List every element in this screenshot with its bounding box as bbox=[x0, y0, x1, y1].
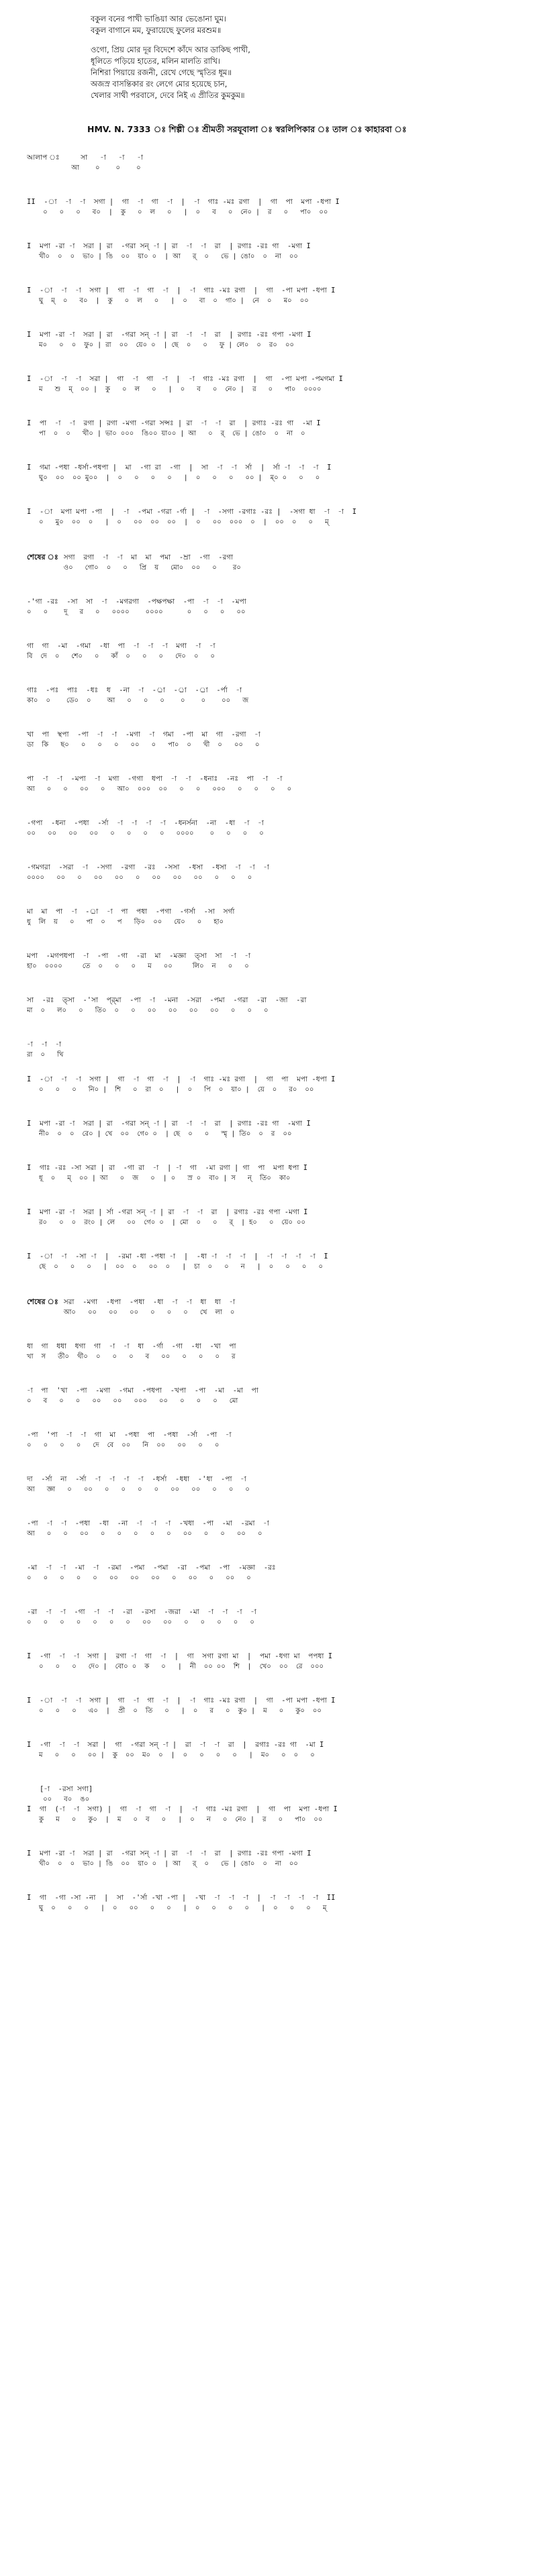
notation-block bbox=[27, 1474, 524, 1495]
notation-lyric-row: আ ০ ০ ০০ ০ আ০ ০০০ ০০ ০ ০ ০০০ ০ ০ ০ ০ bbox=[27, 786, 292, 793]
notation-swar-row: -া পা 'খা -পা -মগা -গমা -পধপা -খপা -পা -মা -মা পা bbox=[27, 1387, 258, 1395]
notation-swar-row: -গমগরা -সরা -া -সগা -রগা -রঃ -সসা -ধসা -ধসা -া -া -া bbox=[27, 863, 269, 871]
notation-block bbox=[27, 286, 524, 306]
poem-line: বকুল বাগানে মম, ফুরায়েছে ফুলের মরশুম॥ bbox=[91, 25, 222, 35]
section-label: শেষের ঃ bbox=[27, 553, 58, 561]
notation-lyric-row: ০ ০ ০ ০ ০ ০০ ০০ ০০ ০ ০০ ০ ০০ ০ bbox=[27, 1574, 251, 1582]
notation-block bbox=[27, 1696, 524, 1716]
notation-block bbox=[27, 507, 524, 527]
notation-swar-row: মা মা পা -া -র্া -া পা পধা -পগা -গর্সা -সা সর্গা bbox=[27, 908, 235, 916]
notation-lyric-row: ঘু ০ ০ ০ | ০ ০০ ০ ০ | ০ ০ ০ ০ | ০ ০ ০ ম্ bbox=[27, 1904, 327, 1912]
notation-swar-row: I পা -া -া রগা | রগা -মগা -গরা সন্সঃ | রা -া -া রা | রগাঃ -রঃ গা -মা I bbox=[27, 419, 321, 427]
notation-lyric-row: আ ০ ০ ০ bbox=[27, 164, 141, 172]
notation-block bbox=[27, 863, 524, 883]
notation-lyric-row: ০ ০ ০ এ০ | প্রী ০ তি ০ | ০ র ০ কু০ | ম ০ কু০ ০০ bbox=[27, 1707, 322, 1715]
notation-lyric-row: খী০ ০ ০ ভা০ | ঙি ০০ য়া০ ০ | আ র্ ০ ভে | ঙো০ ০ না ০০ bbox=[27, 253, 298, 260]
notation-lyric-row: আ০ ০০ ০০ ০০ ০ ০ ০ খে লা ০ bbox=[63, 1309, 235, 1316]
notation-lyric-row: ম০ ০ ০ ফু০ | রা ০০ য়ে০ ০ | ছে ০ ০ ফু | লে০ ০ র০ ০০ bbox=[27, 341, 294, 349]
notation-lyric-row: খা স তী০ থী০ ০ ০ ০ ব ০০ ০ ০ ০ র bbox=[27, 1353, 236, 1360]
notation-lyric-row: আ জ্ঞা ০ ০০ ০ ০ ০ ০ ০০ ০০ ০ ০ ০ bbox=[27, 1486, 250, 1493]
labeled-notation bbox=[27, 551, 524, 573]
notation-swar-row: -গপা -ধনা -পধা -র্সা -া -া -া -া -ধনর্সনা -না -ধা -া -া bbox=[27, 819, 264, 827]
notation-block bbox=[27, 730, 524, 750]
notation-swar-row: দা -র্সা না -র্সা -া -া -া -া -ধর্সা -ধধা -'ধা -পা -া bbox=[27, 1475, 246, 1483]
notation-lyric-row: ০ ০ ০ নি০ | শি ০ রা ০ | ০ পি ০ য়া০ | য়ে ০ র০ ০০ bbox=[27, 1086, 314, 1093]
notation-lyric-row: ডা কি ছ০ ০ ০ ০ ০০ ০ পা০ ০ খী ০ ০০ ০ bbox=[27, 741, 260, 749]
notation-block bbox=[27, 1519, 524, 1539]
notation-block bbox=[27, 551, 524, 573]
notation-swar-row: -পা -া -া -পধা -ধা -না -া -া -া -খধা -পা -মা -রমা -া bbox=[27, 1519, 269, 1527]
notation-block bbox=[27, 1342, 524, 1362]
notation-block bbox=[27, 951, 524, 971]
notation-block bbox=[27, 463, 524, 483]
notation-swar-row: -পা 'পা -া -া গা মা -পধা পা -পধা -র্সা -পা -া bbox=[27, 1431, 232, 1439]
notation-lyric-row: ০ ব ০ ০ ০০ ০০ ০০০ ০০ ০ ০ ০ মো bbox=[27, 1397, 238, 1405]
notation-lyric-row: ম ০ ০ ০০ | কু ০০ ম০ ০ | ০ ০ ০ ০ | ম০ ০ ০ ০ bbox=[27, 1752, 315, 1759]
notation-block bbox=[27, 419, 524, 439]
notation-lyric-row: পা ০ ০ খী০ | ভা০ ০০০ ঙি০০ য়া০০ | আ ০ র্ ভে | ঙো০ ০ না ০ bbox=[27, 430, 305, 437]
notation-block bbox=[27, 1607, 524, 1627]
notation-swar-row: I গমা -পধা -ধর্সা-পধপা | মা -গা রা -গা | সা -া -া র্সা | র্সা -া -া -া I bbox=[27, 464, 332, 472]
notation-lyric-row: ঘু ম্ ০ ব০ | কু ০ ল ০ | ০ বা ০ গা০ | নে ০ ম০ ০০ bbox=[27, 297, 309, 305]
notation-lyric-row: ০ ০ ০ দে০ | বো০ ০ ক ০ | নী ০০ ০০ শি | খে০ ০০ রে ০০০ bbox=[27, 1663, 324, 1670]
notation-swar-row: II -া -া -া সগা | গা -া গা -া | -া গাঃ -মঃ রগা | গা পা মপা -ধপা I bbox=[27, 198, 340, 206]
notation-swar-row: I -া -া -া সরা | গা -া গা -া | -া গাঃ -মঃ রগা | গা -পা মপা -পমগমা I bbox=[27, 375, 343, 383]
notation-block bbox=[27, 818, 524, 839]
notation-swar-row: গাঃ -পঃ পাঃ -ধঃ ধ -না -া -র্া -র্া -র্া -র্পা -া bbox=[27, 686, 242, 694]
notation-body bbox=[27, 153, 524, 1937]
notation-block bbox=[27, 1430, 524, 1450]
poem-stanza bbox=[91, 44, 467, 101]
notation-lyric-row: ধু লি য় ০ পা ০ প ড়ি০ ০০ য়ে০ ০ হা০ bbox=[27, 918, 224, 926]
notation-swar-row: -া -া -া bbox=[27, 1040, 62, 1049]
notation-lyric-row: ০০০০ ০০ ০ ০০ ০০ ০ ০০ ০০ ০০ ০ ০ ০ bbox=[27, 874, 252, 881]
section-label: শেষের ঃ bbox=[27, 1297, 58, 1306]
notation-swar-row: -'গা -রঃ -সা সা -া -মগরগা -পক্ষপক্ষা -পা -া -া -মপা bbox=[27, 598, 246, 606]
notation-swar-row: I -া -া -সা -া | -রমা -ধা -পধা -া | -ধা -া -া -া | -া -া -া -া I bbox=[27, 1252, 328, 1260]
notation-block bbox=[27, 330, 524, 350]
notation-swar-row: I গাঃ -রঃ -সা সরা | রা -গা রা -া | -া গা -মা রগা | গা পা মপা ধপা I bbox=[27, 1164, 308, 1172]
poem-line: খেলার সাথী পরবাসে, দেবে নিই এ প্রীতির কুমকুম॥ bbox=[91, 91, 245, 100]
notation-block bbox=[27, 641, 524, 661]
poem-line: ওগো, প্রিয় মোর দূর বিদেশে কাঁদে আর ডাকিছ পাখী, bbox=[91, 45, 250, 54]
notation-lyric-row: রা ০ খি bbox=[27, 1051, 64, 1059]
notation-swar-row: I -া -া -া সগা | গা -া গা -া | -া গাঃ -মঃ রগা | গা পা মপা -ধপা I bbox=[27, 1075, 336, 1083]
notation-swar-row: মপা -মগপধপা -া -পা -গা -রা মা -মজ্ঞা ত্সা সা -া -া bbox=[27, 952, 251, 960]
notation-swar-row: -মা -া -া -মা -া -রমা -পমা -পমা -রা -পমা -পা -মজ্ঞা -রঃ bbox=[27, 1564, 276, 1572]
notation-block bbox=[27, 1252, 524, 1272]
notation-block bbox=[27, 1386, 524, 1406]
poem-stanza bbox=[91, 13, 467, 36]
notation-swar-row: I মপা -রা -া সরা | রা -গরা সন্ -া | রা -া -া রা | রগাঃ -রঃ গপা -মগা I bbox=[27, 1849, 311, 1858]
notation-swar-row: I গা -গা -সা -না | সা -'র্সা -খা -পা | -খা -া -া -া | -া -া -া -া II bbox=[27, 1894, 336, 1902]
notation-lyric-row: কু ম ০ কু০ | ম ০ ব ০ | ০ ন ০ নে০ | র ০ পা০ ০০ bbox=[27, 1816, 323, 1823]
notation-swar-row: I মপা -রা -া সরা | র্সা -গরা সন্ -া | রা -া -া রা | রগাঃ -রঃ গপা -মগা I bbox=[27, 1208, 308, 1216]
notation-block bbox=[27, 1208, 524, 1228]
notation-block bbox=[27, 153, 524, 173]
notation-block bbox=[27, 1784, 524, 1825]
poem-line: বকুল বনের পাখী ভাঙিয়া আর ভেঙোনা ঘুম। bbox=[91, 14, 227, 23]
notation-swar-row: গা গা -মা -গমা -ধা পা -া -া -া মগা -া -া bbox=[27, 642, 215, 650]
labeled-notation bbox=[27, 1296, 524, 1318]
notation-block bbox=[27, 374, 524, 394]
notation-swar-row: খা পা স্থপা -পা -া -া -মগা -া গমা -পা মা গা -রগা -া bbox=[27, 731, 260, 739]
notation-block bbox=[27, 197, 524, 217]
notation-lyric-row: বি দে ০ শে০ ০ কাঁ ০ ০ ০ দে০ ০ ০ bbox=[27, 653, 215, 660]
notation-block bbox=[27, 1893, 524, 1913]
notation-swar-row: I -া -া -া সগা | গা -া গা -া | -া গাঃ -মঃ রগা | গা -পা মপা -ধপা I bbox=[27, 286, 336, 294]
notation-lyric-row: র০ ০ ০ রং০ | লে ০০ গে০ ০ | মো ০ ০ র্ | হ০ ০ য়ে০ ০০ bbox=[27, 1219, 306, 1226]
notation-lyric-row: ০ ০ দূ র ০ ০০০০ ০০০০ ০ ০ ০ ০০ bbox=[27, 608, 246, 616]
notation-lyric-row: হা০ ০০০০ তে ০ ০ ০ ম ০০ লি০ ন ০ ০ bbox=[27, 963, 249, 970]
notation-lyric-row: ০ মু০ ০০ ০ | ০ ০০ ০০ ০০ | ০ ০০ ০০০ ০ | ০০ ০ ০ ম্ bbox=[27, 519, 329, 526]
notation-swar-row: সা -রঃ ত্সা -'সা প্র্মা -পা -া -মনা -সরা -পমা -গরা -রা -জা -রা bbox=[27, 996, 307, 1004]
notation-block bbox=[27, 1163, 524, 1183]
notation-block bbox=[27, 1563, 524, 1583]
notation-block bbox=[27, 1652, 524, 1672]
notation-swar-row: [-া -রসা সগা] bbox=[27, 1785, 93, 1793]
notation-swar-row: ধা গা ধধা ধগা গা -া -া ধা -র্গা -গা -ধা -খা পা bbox=[27, 1342, 236, 1350]
notation-swar-row: I গা (-া -া সগা) | গা -া গা -া | -া গাঃ -মঃ রগা | গা পা মপা -ধপা I bbox=[27, 1805, 338, 1813]
notation-rows bbox=[64, 1297, 524, 1318]
notation-lyric-row: ধূ ০ ম্ ০০ | আ ০ জ ০ | ০ স্র ০ বা০ | স ন্ তি০ কা০ bbox=[27, 1175, 291, 1182]
record-header: HMV. N. 7333 ঃ শিল্পী ঃ শ্রীমতী সরযূবালা ঃ স্বরলিপিকার ঃ তাল ঃ কাহারবা ঃ bbox=[87, 124, 407, 134]
notation-block bbox=[27, 1119, 524, 1139]
notation-lyric-row: ০০ ০০ ০০ ০০ ০ ০ ০ ০ ০০০০ ০ ০ ০ ০ bbox=[27, 830, 264, 837]
notation-lyric-row: নী০ ০ ০ রে০ | খে ০০ গে০ ০ | ছে ০ ০ স্মৃ | তি০ ০ র ০০ bbox=[27, 1130, 292, 1138]
notation-block bbox=[27, 996, 524, 1016]
notation-swar-row: I -া -া -া সগা | গা -া গা -া | -া গাঃ -মঃ রগা | গা -পা মপা -ধপা I bbox=[27, 1697, 336, 1705]
notation-lyric-row: মা ০ ল০ ০ তি০ ০ ০ ০০ ০০ ০০ ০০ ০ ০ ০ bbox=[27, 1007, 268, 1014]
poem-line: অজস্র বাসন্তিকার রং লেগে মোর হয়েছে চান, bbox=[91, 79, 228, 89]
notation-block bbox=[27, 241, 524, 262]
notation-block bbox=[27, 1296, 524, 1318]
notation-swar-row: -রা -া -া -গা -া -া -রা -রসা -জরা -মা -া -া -া -া bbox=[27, 1608, 256, 1616]
notation-lyric-row: ম শু ম্ ০০ | কু ০ ল ০ | ০ ব ০ নে০ | র ০ পা০ ০০০০ bbox=[27, 386, 322, 393]
notation-block bbox=[27, 597, 524, 617]
notation-swar-row: আলাপ ঃ সা -া -া -া bbox=[27, 154, 143, 162]
notation-block bbox=[27, 1075, 524, 1095]
notation-swar-row: সরা -মগা -ধপা -পধা -ধা -া -া ধা ধা -া bbox=[63, 1298, 236, 1306]
notation-swar-row: পা -া -া -মপা -া মগা -গগা ধপা -া -া -ধনাঃ -নঃ পা -া -া bbox=[27, 775, 283, 783]
notation-swar-row: সগা রগা -া -া মা মা পমা -ম্রা -গা -রগা bbox=[63, 553, 234, 561]
notation-lyric-row: ০ ০ ০ ০ দে বে ০০ নি ০০ ০০ ০ ০ bbox=[27, 1442, 219, 1449]
notation-lyric-row: ০০ ব০ ঙ০ bbox=[27, 1796, 90, 1803]
notation-swar-row: I মপা -রা -া সরা | রা -গরা সন্ -া | রা -া -া রা | রগাঃ -রঃ গা -মগা I bbox=[27, 242, 311, 250]
notation-block bbox=[27, 686, 524, 706]
notation-lyric-row: ও০ গো০ ০ ০ প্রি য় মো০ ০০ ০ র০ bbox=[63, 564, 241, 572]
notation-lyric-row: আ ০ ০ ০০ ০ ০ ০ ০ ০ ০০ ০ ০ ০০ ০ bbox=[27, 1530, 262, 1538]
notation-lyric-row: ছে ০ ০ ০ | ০০ ০ ০০ ০ | চা ০ ০ ন | ০ ০ ০ ০ bbox=[27, 1263, 323, 1271]
notation-swar-row: I -া মপা মপা -পা | -া -পমা -গরা -র্গা | -া -সগা -রগাঃ -রঃ | -সগা ধা -া -া I bbox=[27, 508, 357, 516]
notation-lyric-row: ০ ০ ০ ব০ | কু ০ ল ০ | ০ ব ০ নে০ | র ০ পা০ ০০ bbox=[27, 209, 328, 216]
poem-line: নিশিরা পিয়ায়ে রজনী, রেখে গেছে স্মৃতির ধূম॥ bbox=[91, 68, 232, 77]
notation-lyric-row: খী০ ০ ০ ভা০ | ঙি ০০ য়া০ ০ | আ র্ ০ ভে | ঙো০ ০ না ০০ bbox=[27, 1860, 298, 1868]
notation-block bbox=[27, 774, 524, 794]
notation-swar-row: I মপা -রা -া সরা | রা -গরা সন্ -া | রা -া -া রা | রগাঃ -রঃ গা -মগা I bbox=[27, 1120, 311, 1128]
notation-rows bbox=[64, 553, 524, 573]
lyrics-poem bbox=[91, 13, 467, 109]
notation-swar-row: I -গা -া -া সরা | গা -গরা সন্ -া | রা -া -া রা | রগাঃ -রঃ গা -মা I bbox=[27, 1741, 324, 1749]
notation-block bbox=[27, 907, 524, 927]
notation-block bbox=[27, 1849, 524, 1869]
notation-block bbox=[27, 1040, 524, 1060]
notation-lyric-row: ঘু০ ০০ ০০ মু০০ | ০ ০ ০ ০ | ০ ০ ০ ০০ | ম্০ ০ ০ ০ bbox=[27, 474, 320, 482]
notation-lyric-row: কা০ ০ ডে০ ০ আ ০ ০ ০ ০ ০ ০০ জ bbox=[27, 697, 249, 704]
notation-block bbox=[27, 1740, 524, 1760]
notation-lyric-row: ০ ০ ০ ০ ০ ০ ০ ০০ ০০ ০ ০ ০ ০ ০ bbox=[27, 1619, 254, 1626]
notation-swar-row: I মপা -রা -া সরা | রা -গরা সন্ -া | রা -া -া রা | রগাঃ -রঃ গপা -মগা I bbox=[27, 331, 311, 339]
notation-swar-row: I -গা -া -া সগা | রগা -া গা -া | গা সগা রগা মা | পমা -ধগা মা পপধা I bbox=[27, 1652, 333, 1660]
poem-line: ধূলিতে পড়িয়ে হাতের, মলিন মালতি রাখি। bbox=[91, 56, 221, 66]
